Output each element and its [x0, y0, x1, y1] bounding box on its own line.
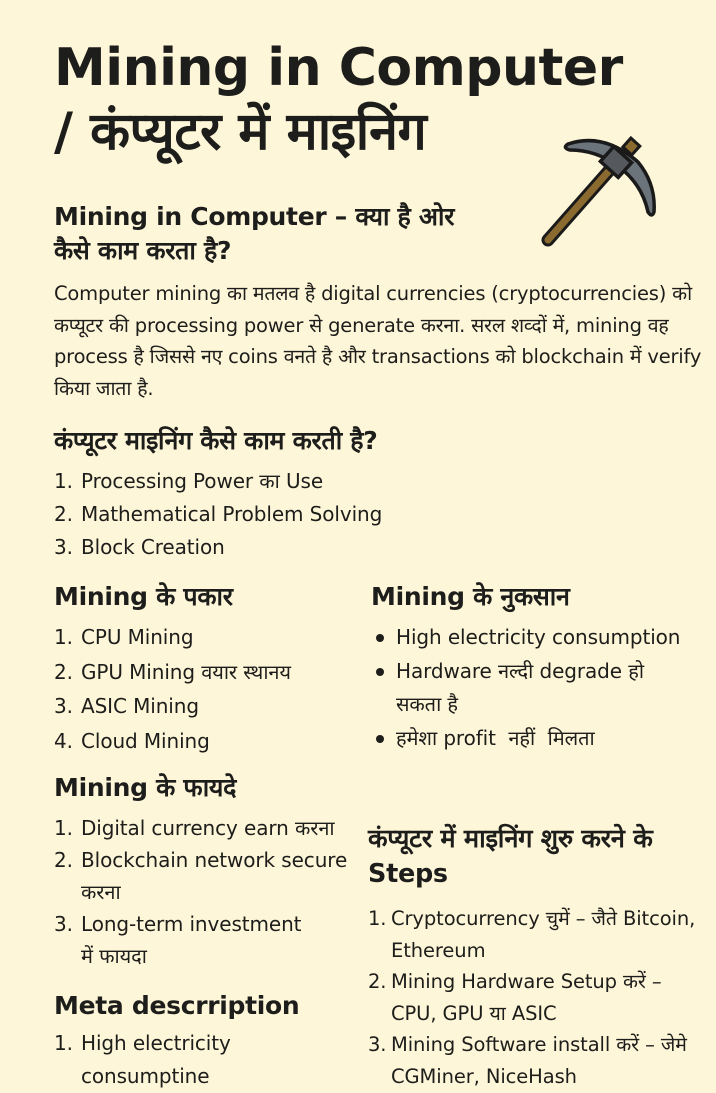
disadvantages-heading: Mining के नुकसान — [371, 582, 570, 611]
list-item: 1. Cryptocurrency चुमें – जैते Bitcoin, Ethereum — [368, 907, 696, 962]
bullet-icon — [376, 634, 384, 642]
pickaxe-icon — [534, 128, 662, 252]
list-item: हमेशा profit नहीं मिलता — [371, 722, 701, 756]
list-item: 1. High electricity consumptine — [54, 1031, 231, 1088]
steps-list — [368, 903, 716, 1092]
list-item: 1. Processing Power का Use — [54, 469, 324, 493]
list-item: 1. Digital currency earn करना — [54, 816, 335, 840]
bullet-icon — [376, 668, 384, 676]
disadvantages-list — [371, 621, 701, 755]
list-item: 3. Block Creation — [54, 535, 225, 559]
how-it-works-list — [54, 465, 504, 564]
meta-description-heading: Meta descrription — [54, 991, 300, 1020]
intro-paragraph: Computer mining का मतलव है digital currencies (cryptocurrencies) को कप्यूटर की processing power से generate करना. सरल शव्दों में, mining वह process है जिससे नए coins वनते है और transactions को blockchain में verify किया जाता है. — [54, 282, 702, 400]
how-it-works-heading: कंप्यूटर माइनिंग कैसे काम करती है? — [54, 426, 378, 455]
list-item: 4. Cloud Mining — [54, 728, 210, 753]
steps-heading: कंप्यूटर में माइनिंग शुरु करने के Steps — [368, 824, 653, 889]
list-item: High electricity consumption — [371, 621, 701, 655]
list-item: 3. ASIC Mining — [54, 694, 199, 718]
bullet-icon — [376, 735, 384, 743]
advantages-list — [54, 812, 359, 972]
list-item: 2. Mathematical Problem Solving — [54, 502, 383, 526]
list-item: 2. GPU Mining वयार स्थानय — [54, 659, 291, 684]
advantages-heading: Mining के फायदे — [54, 773, 237, 802]
list-item: 2. Mining Hardware Setup करें – CPU, GPU या ASIC — [368, 970, 662, 1025]
meta-description-list — [54, 1027, 354, 1093]
list-item: 3. Long-term investment में फायदा — [54, 912, 302, 968]
types-heading: Mining के पकार — [54, 582, 233, 611]
list-item: 3. Mining Software install करें – जेमे CGMiner, NiceHash — [368, 1033, 687, 1088]
list-item: Hardware नल्दी degrade हो सकता है — [371, 655, 646, 722]
list-item: 2. Blockchain network secure करना — [54, 848, 348, 904]
types-list — [54, 620, 354, 758]
list-item: 1. CPU Mining — [54, 625, 194, 649]
intro-heading: Mining in Computer – क्या है ओर कैसे काम करता है? — [54, 202, 455, 265]
page-title: Mining in Computer / कंप्यूटर में माइनिंग — [54, 38, 623, 162]
